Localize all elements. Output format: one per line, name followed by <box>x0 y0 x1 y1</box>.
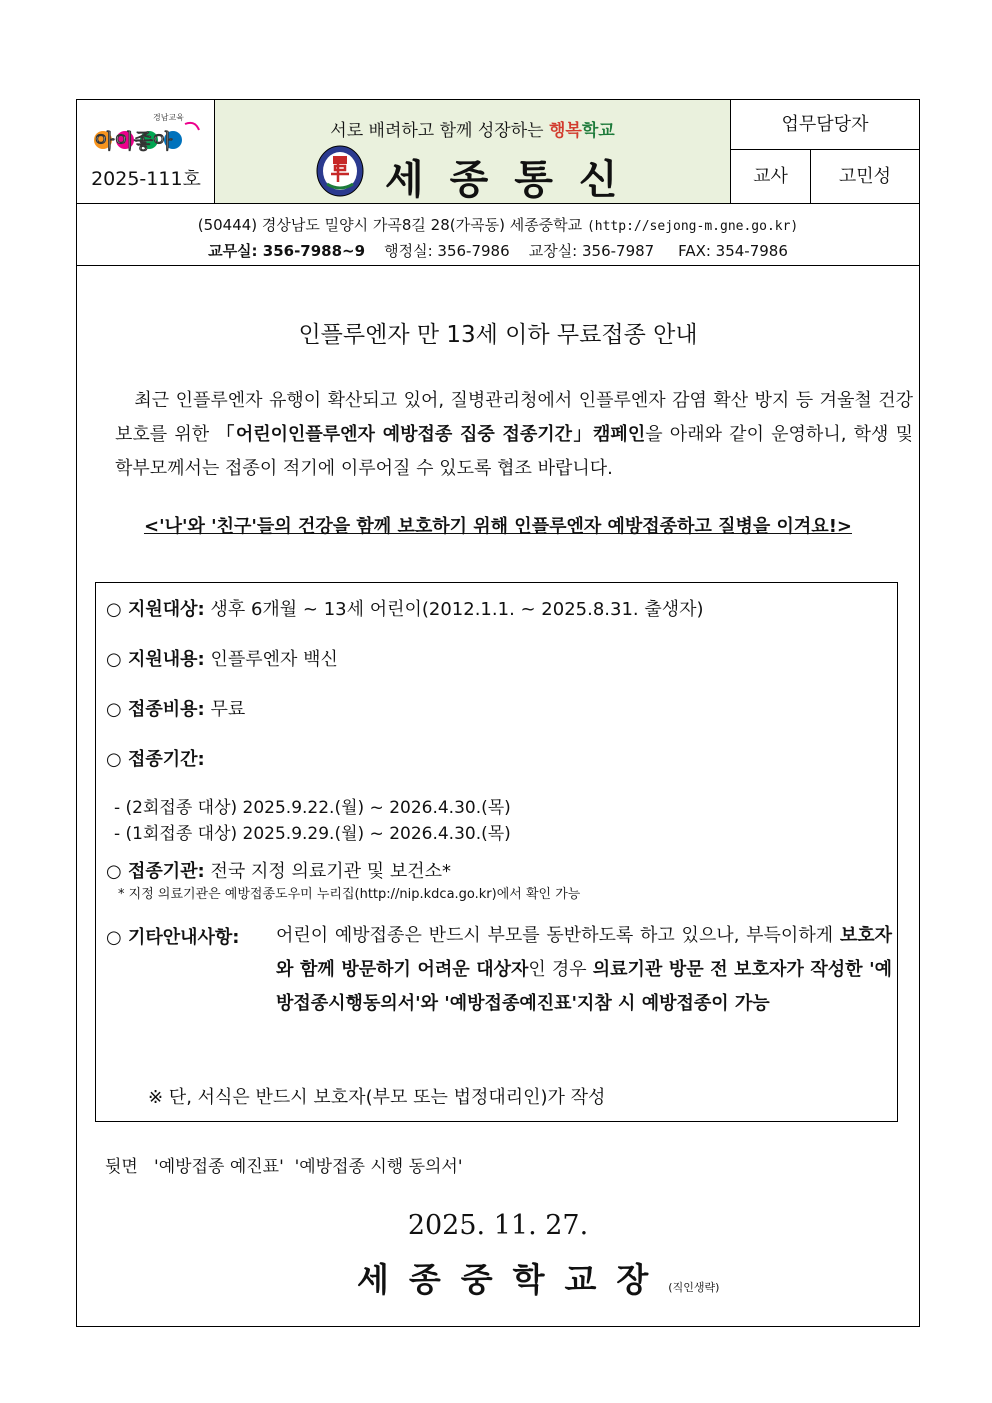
other-info-text-2: 인 경우 <box>528 959 593 980</box>
newsletter-title: 세종통신 <box>385 157 644 203</box>
newsletter-header <box>77 100 919 204</box>
slogan-prefix: 서로 배려하고 함께 성장하는 <box>330 121 549 141</box>
details-box <box>95 582 898 1122</box>
vaccination-cost-label: ○ 접종비용: <box>106 699 205 720</box>
vaccination-cost-value: 무료 <box>204 699 246 720</box>
issue-number: 2025-111호 <box>91 168 201 190</box>
period-two-dose: - (2회접종 대상) 2025.9.22.(월) ~ 2026.4.30.(목) <box>114 798 511 818</box>
logo-caption: 경남교육 <box>153 113 184 122</box>
slogan-happy: 행복 <box>548 121 582 141</box>
other-info-bold-2: 의료기관 방문 전 보호자가 작성한 '예방접종시행동의서'와 '예방접종예진표'지참 시 예방접종이 가능 <box>276 959 892 1014</box>
intro-campaign: 「어린이인플루엔자 예방접종 집중 접종기간」캠페인 <box>216 424 646 445</box>
slogan-school: 학교 <box>581 121 615 141</box>
notice-title: 인플루엔자 만 13세 이하 무료접종 안내 <box>298 322 698 348</box>
other-info <box>106 923 240 949</box>
notice-intro <box>115 384 913 486</box>
vaccination-org-label: ○ 접종기관: <box>106 861 205 882</box>
support-target-label: ○ 지원대상: <box>106 599 205 620</box>
period-one-dose: - (1회접종 대상) 2025.9.29.(월) ~ 2026.4.30.(목) <box>114 824 511 844</box>
vaccination-org-value: 전국 지정 의료기관 및 보건소* <box>204 861 451 882</box>
other-info-body <box>276 919 892 1021</box>
vaccination-period-label: ○ 접종기간: <box>106 749 205 770</box>
logo-text: 아이좋아 <box>95 129 173 153</box>
caution-note: ※ 단, 서식은 반드시 보호자(부모 또는 법정대리인)가 작성 <box>148 1087 606 1108</box>
vaccination-period <box>106 745 205 771</box>
principal-title: 세종중학교장 <box>357 1260 669 1299</box>
address-line <box>77 214 919 235</box>
staff-role: 교사 <box>731 150 811 204</box>
support-content <box>106 645 338 671</box>
staff-name: 고민성 <box>811 150 919 204</box>
school-address-bar <box>77 204 919 266</box>
staff-label: 업무담당자 <box>731 100 919 150</box>
vaccination-org <box>106 857 451 883</box>
other-info-bold-1: 보호자와 함께 방문하기 어려운 대상자 <box>276 925 892 980</box>
other-phones: 행정실: 356-7986 교장실: 356-7987 FAX: 354-7986 <box>365 242 788 260</box>
school-logo-icon <box>91 110 203 160</box>
intro-text-1: 최근 인플루엔자 유행이 확산되고 있어, 질병관리청에서 인플루엔자 감염 확산 방지 등 겨울철 건강 보호를 위한 <box>115 390 913 445</box>
vaccination-cost <box>106 695 245 721</box>
support-target-value: 생후 6개월 ~ 13세 어린이(2012.1.1. ~ 2025.8.31. 출생자) <box>204 599 704 620</box>
school-emblem-icon <box>315 144 365 198</box>
logo-cell <box>77 100 215 204</box>
school-slogan <box>215 116 730 141</box>
newsletter-page <box>76 99 920 1327</box>
issue-date: 2025. 11. 27. <box>407 1210 589 1241</box>
support-target <box>106 595 704 621</box>
principal-signature <box>357 1254 719 1301</box>
office-phone: 교무실: 356-7988~9 <box>208 242 366 260</box>
health-slogan: <'나'와 '친구'들의 건강을 함께 보호하기 위해 인플루엔자 예방접종하고 질병을 이겨요!> <box>143 516 852 537</box>
phone-line <box>77 240 919 261</box>
other-info-text-1: 어린이 예방접종은 반드시 부모를 동반하도록 하고 있으나, 부득이하게 <box>276 925 840 946</box>
support-content-label: ○ 지원내용: <box>106 649 205 670</box>
seal-omitted: (직인생략) <box>668 1281 720 1294</box>
other-info-label: ○ 기타안내사항: <box>106 927 240 948</box>
back-page-note: 뒷면 '예방접종 예진표' '예방접종 시행 동의서' <box>105 1157 463 1177</box>
title-cell <box>215 100 731 204</box>
intro-text-2: 을 아래와 같이 운영하니, 학생 및 학부모께서는 접종이 적기에 이루어질 수 있도록 협조 바랍니다. <box>115 424 914 479</box>
org-footnote: * 지정 의료기관은 예방접종도우미 누리집(http://nip.kdca.go.kr)에서 확인 가능 <box>118 887 581 902</box>
school-url: (http://sejong-m.gne.go.kr) <box>586 219 799 234</box>
address-main: (50444) 경상남도 밀양시 가곡8길 28(가곡동) 세종중학교 <box>197 216 583 234</box>
support-content-value: 인플루엔자 백신 <box>204 649 338 670</box>
